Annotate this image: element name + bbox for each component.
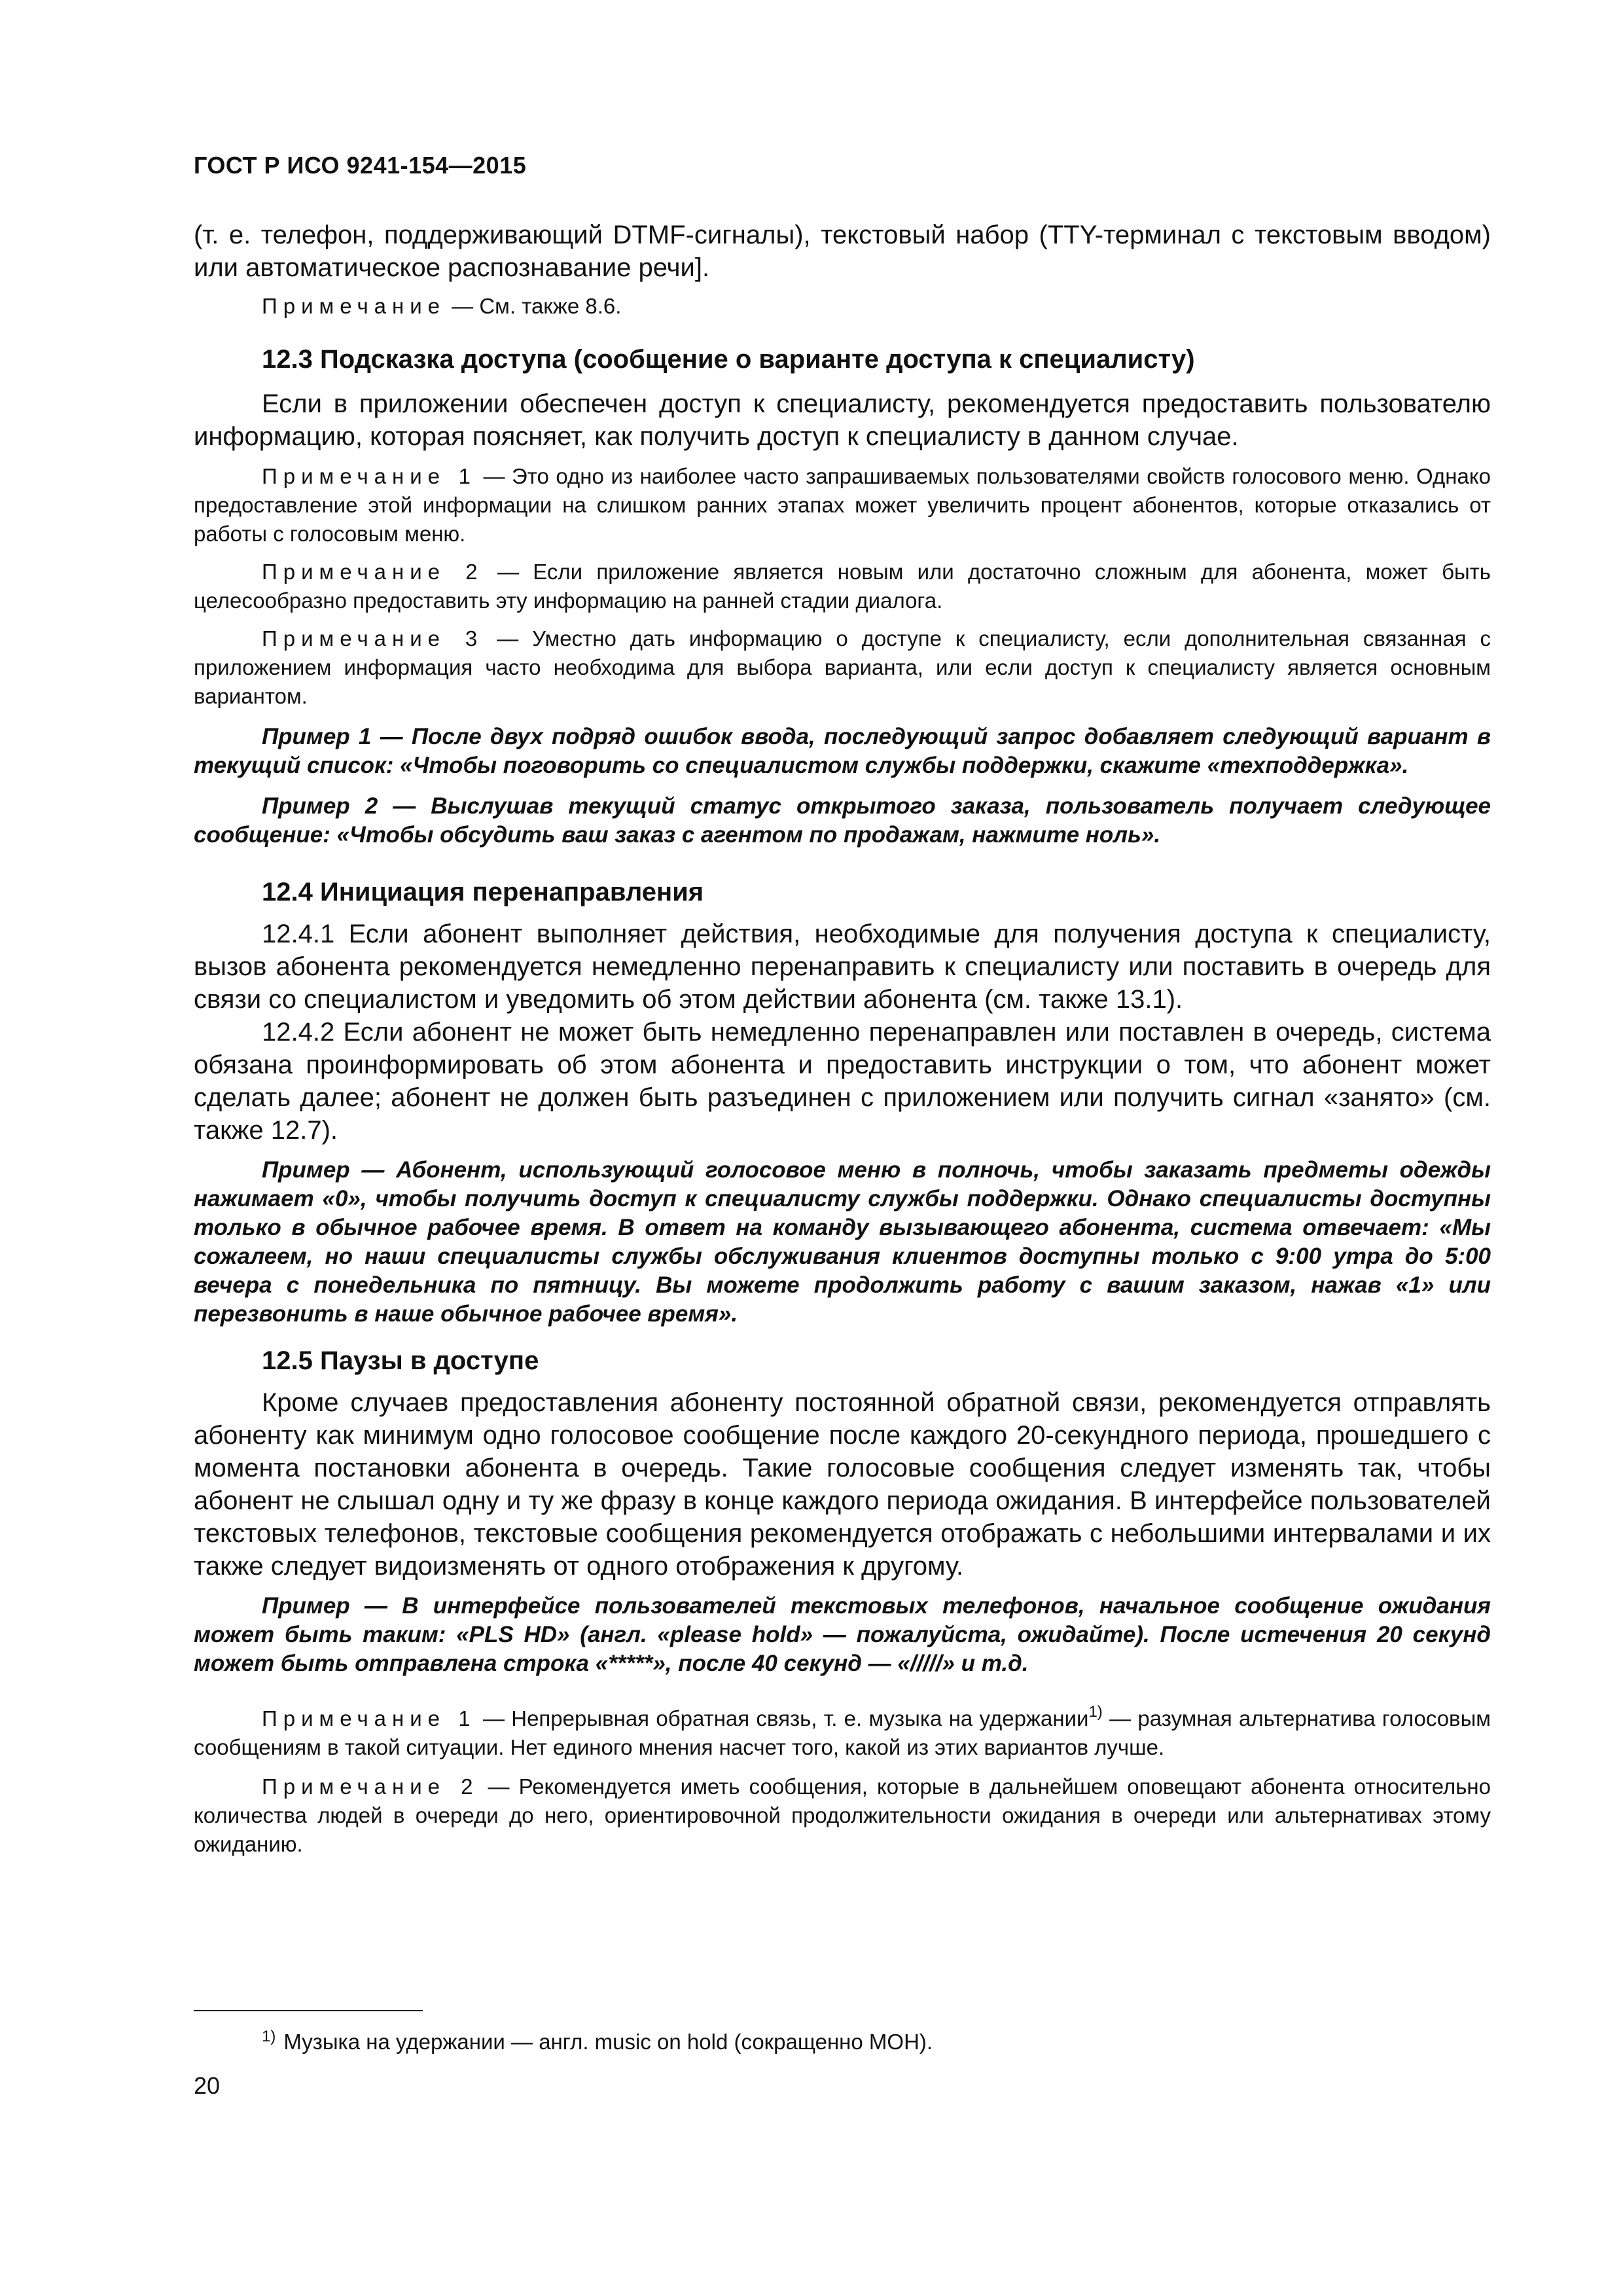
section-12-4-heading: 12.4 Инициация перенаправления xyxy=(262,878,704,906)
note-label: Примечание 1 xyxy=(262,464,476,488)
section-12-5-example: Пример — В интерфейсе пользователей текстовых телефонов, начальное сообщение ожидания может быть таким: «PLS HD» (англ. «please hold» — пожалуйста, ожидайте). После истечения 20 секунд может быть отправлена строка «*****», после 40 секунд — «/////» и т.д. xyxy=(194,1593,1491,1676)
note-text: — См. также 8.6. xyxy=(446,294,622,318)
page-number: 20 xyxy=(194,2072,221,2099)
intro-paragraph: (т. е. телефон, поддерживающий DTMF-сигналы), текстовый набор (TTY-терминал с текстовым вводом) или автоматическое распознавание речи]. xyxy=(194,221,1491,282)
footnote-divider xyxy=(194,2010,423,2011)
note-text: — разумная альтернатива голосовым сообщениям в такой ситуации. Нет единого мнения насчет того, какой из этих вариантов лучше. xyxy=(194,1706,1491,1759)
section-12-4-1-paragraph: 12.4.1 Если абонент выполняет действия, необходимые для получения доступа к специалисту, вызов абонента рекомендуется немедленно перенаправить к специалисту или поставить в очередь для связи со специалистом и уведомить об этом действии абонента (см. также 13.1). xyxy=(194,920,1491,1014)
footnote-mark: 1) xyxy=(262,2028,276,2045)
section-12-3-note-3 xyxy=(194,624,1491,711)
note-text: — Это одно из наиболее часто запрашиваемых пользователями свойств голосового меню. Однако предоставление этой информации на слишком ранних этапах может увеличить процент абонентов, которые отказались от работы с голосовым меню. xyxy=(194,464,1491,546)
footnote-reference[interactable]: 1) xyxy=(1088,1703,1103,1721)
document-header: ГОСТ Р ИСО 9241-154—2015 xyxy=(194,152,527,179)
section-12-3-heading: 12.3 Подсказка доступа (сообщение о варианте доступа к специалисту) xyxy=(262,345,1195,374)
section-12-5-paragraph: Кроме случаев предоставления абоненту постоянной обратной связи, рекомендуется отправлять абоненту как минимум одно голосовое сообщение после каждого 20-секундного периода, прошедшего с момента постановки абонента в очередь. Такие голосовые сообщения следует изменять так, чтобы абонент не слышал одну и ту же фразу в конце каждого периода ожидания. В интерфейсе пользователей текстовых телефонов, текстовые сообщения рекомендуется отображать с небольшими интервалами и их также следует видоизменять от одного отображения к другому. xyxy=(194,1388,1491,1581)
footnote-text: Музыка на удержании — англ. music on hold (сокращенно МОН). xyxy=(283,2030,933,2054)
note-label: Примечание 3 xyxy=(262,626,484,651)
section-12-5-note-1 xyxy=(194,1704,1491,1762)
note-label: Примечание 2 xyxy=(262,560,484,584)
note-text: — Если приложение является новым или достаточно сложным для абонента, может быть целесообразно предоставить эту информацию на ранней стадии диалога. xyxy=(194,560,1491,613)
note-label: Примечание xyxy=(262,294,446,318)
note-text: — Уместно дать информацию о доступе к специалисту, если дополнительная связанная с приложением информация часто необходима для выбора варианта, или если доступ к специалисту является основным вариантом. xyxy=(194,626,1491,708)
intro-note xyxy=(194,292,1491,321)
section-12-5-heading: 12.5 Паузы в доступе xyxy=(262,1346,539,1375)
section-12-3-example-1: Пример 1 — После двух подряд ошибок ввода, последующий запрос добавляет следующий вариант в текущий список: «Чтобы поговорить со специалистом службы поддержки, скажите «техподдержка». xyxy=(194,724,1491,778)
section-12-3-paragraph: Если в приложении обеспечен доступ к специалисту, рекомендуется предоставить пользователю информацию, которая поясняет, как получить доступ к специалисту в данном случае. xyxy=(194,389,1491,451)
page-body xyxy=(194,219,1491,1859)
section-12-3-example-2: Пример 2 — Выслушав текущий статус открытого заказа, пользователь получает следующее сообщение: «Чтобы обсудить ваш заказ с агентом по продажам, нажмите ноль». xyxy=(194,793,1491,848)
note-text: — Непрерывная обратная связь, т. е. музыка на удержании xyxy=(476,1706,1089,1731)
section-12-5-note-2 xyxy=(194,1772,1491,1859)
section-12-3-note-1 xyxy=(194,462,1491,548)
note-text: — Рекомендуется иметь сообщения, которые в дальнейшем оповещают абонента относительно количества людей в очереди до него, ориентировочной продолжительности ожидания в очереди или альтернативах этому ожиданию. xyxy=(194,1774,1491,1856)
note-label: Примечание 1 xyxy=(262,1706,476,1731)
section-12-3-note-2 xyxy=(194,558,1491,615)
footnote xyxy=(262,2028,933,2056)
note-label: Примечание 2 xyxy=(262,1774,479,1799)
section-12-4-2-paragraph: 12.4.2 Если абонент не может быть немедленно перенаправлен или поставлен в очередь, система обязана проинформировать об этом абонента и предоставить инструкции о том, что абонент может сделать далее; абонент не должен быть разъединен с приложением или получить сигнал «занято» (см. также 12.7). xyxy=(194,1018,1491,1145)
section-12-4-example: Пример — Абонент, использующий голосовое меню в полночь, чтобы заказать предметы одежды нажимает «0», чтобы получить доступ к специалисту службы поддержки. Однако специалисты доступны только в обычное рабочее время. В ответ на команду вызывающего абонента, система отвечает: «Мы сожалеем, но наши специалисты службы обслуживания клиентов доступны только с 9:00 утра до 5:00 вечера с понедельника по пятницу. Вы можете продолжить работу с вашим заказом, нажав «1» или перезвонить в наше обычное рабочее время». xyxy=(194,1157,1491,1327)
